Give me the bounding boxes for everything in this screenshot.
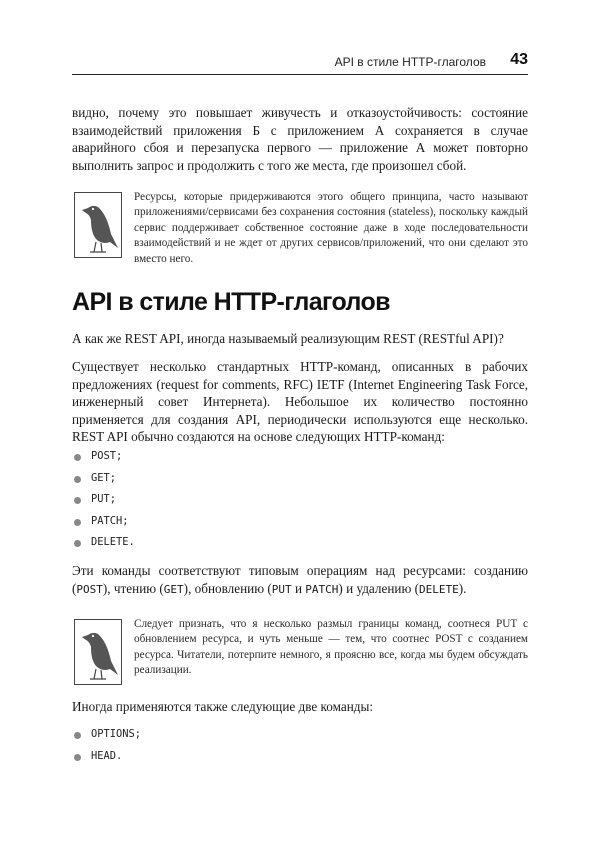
question-paragraph: А как же REST API, иногда называемый реализующим REST (RESTful API)? [72,331,504,346]
page-header [72,52,528,75]
commands-paragraph: Существует несколько стандартных HTTP-команд, описанных в рабочих предложениях (request for comments, RFC) IETF (Internet Engineering Task Force, инженерный совет Интернета). Небольшое их количество постоянно применяется для создания API, периодически используются еще несколько. REST API обычно создаются на основе следующих HTTP-команд: [72,359,528,444]
page-number: 43 [510,51,528,68]
note-text: Следует признать, что я несколько размыл границы команд, соотнеся PUT с обновлением ресурса, и чуть меньше — тем, что соотнес POST с созданием ресурса. Читатели, потерпите немного, я проясню все, когда мы будем обсуждать реализации. [134,618,528,677]
note-stateless [72,190,528,265]
also-paragraph: Иногда применяются также следующие две команды: [72,699,374,714]
crow-icon [74,619,122,685]
bullet-icon [74,754,81,761]
mapping-paragraph: Эти команды соответствуют типовым операциям над ресурсами: созданию (POST), чтению (GET), обновлению (PUT и PATCH) и удалению (DELETE). [72,563,528,596]
running-title: API в стиле HTTP-глаголов [334,55,486,69]
note-text: Ресурсы, которые придерживаются этого общего принципа, часто называют приложениями/сервисами без сохранения состояния (stateless), поскольку каждый сервис поддерживает собственное состояние даже в ходе последовательности взаимодействий и не ждет от других сервисов/приложений, что они сделают это вместо него. [134,191,528,265]
bullet-icon [74,540,81,547]
bullet-icon [74,519,81,526]
bullet-icon [74,497,81,504]
bullet-icon [74,454,81,461]
section-heading: API в стиле HTTP-глаголов [72,288,390,316]
crow-icon [74,192,122,258]
note-verbs [72,617,528,689]
bullet-icon [74,476,81,483]
intro-paragraph: видно, почему это повышает живучесть и отказоустойчивость: состояние взаимодействий приложения Б с приложением А сохраняется в случае аварийного сбоя и перезапуска первого — приложение А может повторно выполнить запрос и продолжить с того же места, где произошел сбой. [72,105,528,173]
bullet-icon [74,732,81,739]
